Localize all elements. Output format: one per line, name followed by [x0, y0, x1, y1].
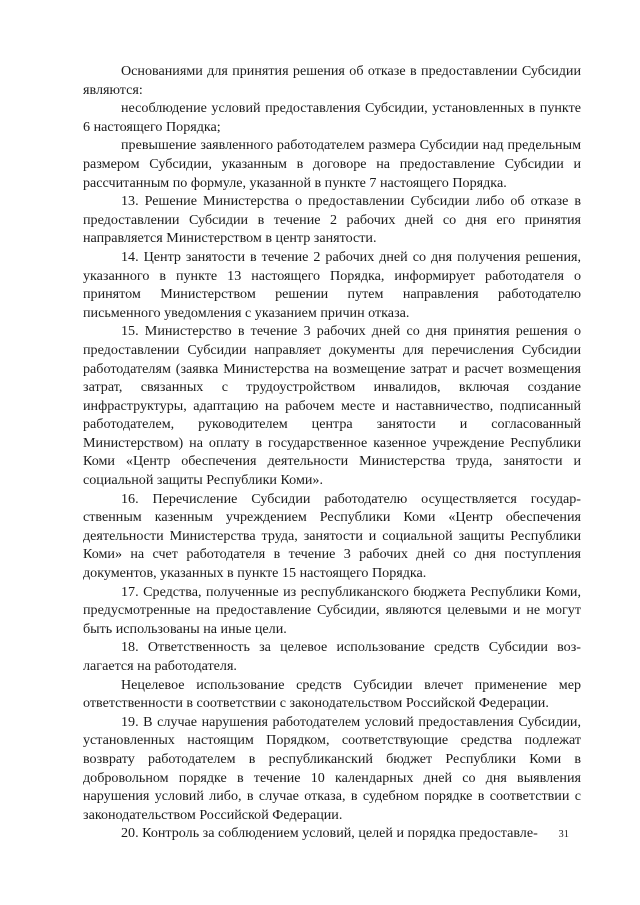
body-text [83, 62, 581, 843]
paragraph-ground-2: превышение заявленного работодателем размера Субсидии над предельным размером Субсидии, указанным в договоре на предоставление Субсидии и рассчитанным по формуле, указанной в пункте 7 настоящего Порядка. [83, 137, 581, 191]
paragraph-20: 20. Контроль за соблюдением условий, целей и порядка предоставле- [121, 825, 538, 842]
paragraph-14: 14. Центр занятости в течение 2 рабочих дней со дня получения решения, указанного в пункте 13 настоящего Порядка, информирует работодателя о принятом Министерством решении путем направления работодателю письменного уведомления с указанием причин отказа. [83, 248, 581, 321]
page-number: 31 [558, 829, 569, 840]
paragraph-refusal-grounds: Основаниями для принятия решения об отказе в предоставлении Субсидии являются: [83, 63, 581, 98]
paragraph-16: 16. Перечисление Субсидии работодателю осуществляется государственным казенным учреждением Республики Коми «Центр обеспечения деятельности Министерства труда, занятости и социальной защиты Республики Коми» на счет работодателя в течение 3 рабочих дней со дня поступления документов, указанных в пункте 15 настоящего Порядка. [83, 490, 581, 582]
paragraph-13: 13. Решение Министерства о предоставлении Субсидии либо об отказе в предоставлении Субсидии в течение 2 рабочих дней со дня его принятия направляется Министерством в центр занятости. [83, 193, 581, 247]
paragraph-ground-1: несоблюдение условий предоставления Субсидии, установленных в пункте 6 настоящего Порядка; [83, 100, 581, 135]
paragraph-17: 17. Средства, полученные из республиканского бюджета Республики Коми, предусмотренные на предоставление Субсидии, являются целевыми и не могут быть использованы на иные цели. [83, 583, 581, 637]
paragraph-18: 18. Ответственность за целевое использование средств Субсидии возлагается на работодателя. [83, 639, 581, 674]
paragraph-19: 19. В случае нарушения работодателем условий предоставления Субсидии, установленных настоящим Порядком, соответствующие средства подлежат возврату работодателем в республиканский бюджет Республики Коми в добровольном порядке в течение 10 календарных дней со дня выявления нарушения условий либо, в случае отказа, в судебном порядке в соответствии с законодательством Российской Федерации. [83, 713, 581, 823]
paragraph-15: 15. Министерство в течение 3 рабочих дней со дня принятия решения о предоставлении Субсидии направляет документы для перечисления Субсидии работодателям (заявка Министерства на возмещение затрат и расчет возмещения затрат, связанных с трудоустройством инвалидов, включая создание инфраструктуры, адаптацию на рабочем месте и наставничество, подписанный работодателем, руководителем центра занятости и согласованный Министерством) на оплату в государственное казенное учреждение Республики Коми «Центр обеспечения деятельности Министерства труда, занятости и социальной защиты Республики Коми». [83, 323, 581, 489]
paragraph-18-liability: Нецелевое использование средств Субсидии влечет применение мер ответственности в соответствии с законодательством Российской Федерации. [83, 676, 581, 712]
